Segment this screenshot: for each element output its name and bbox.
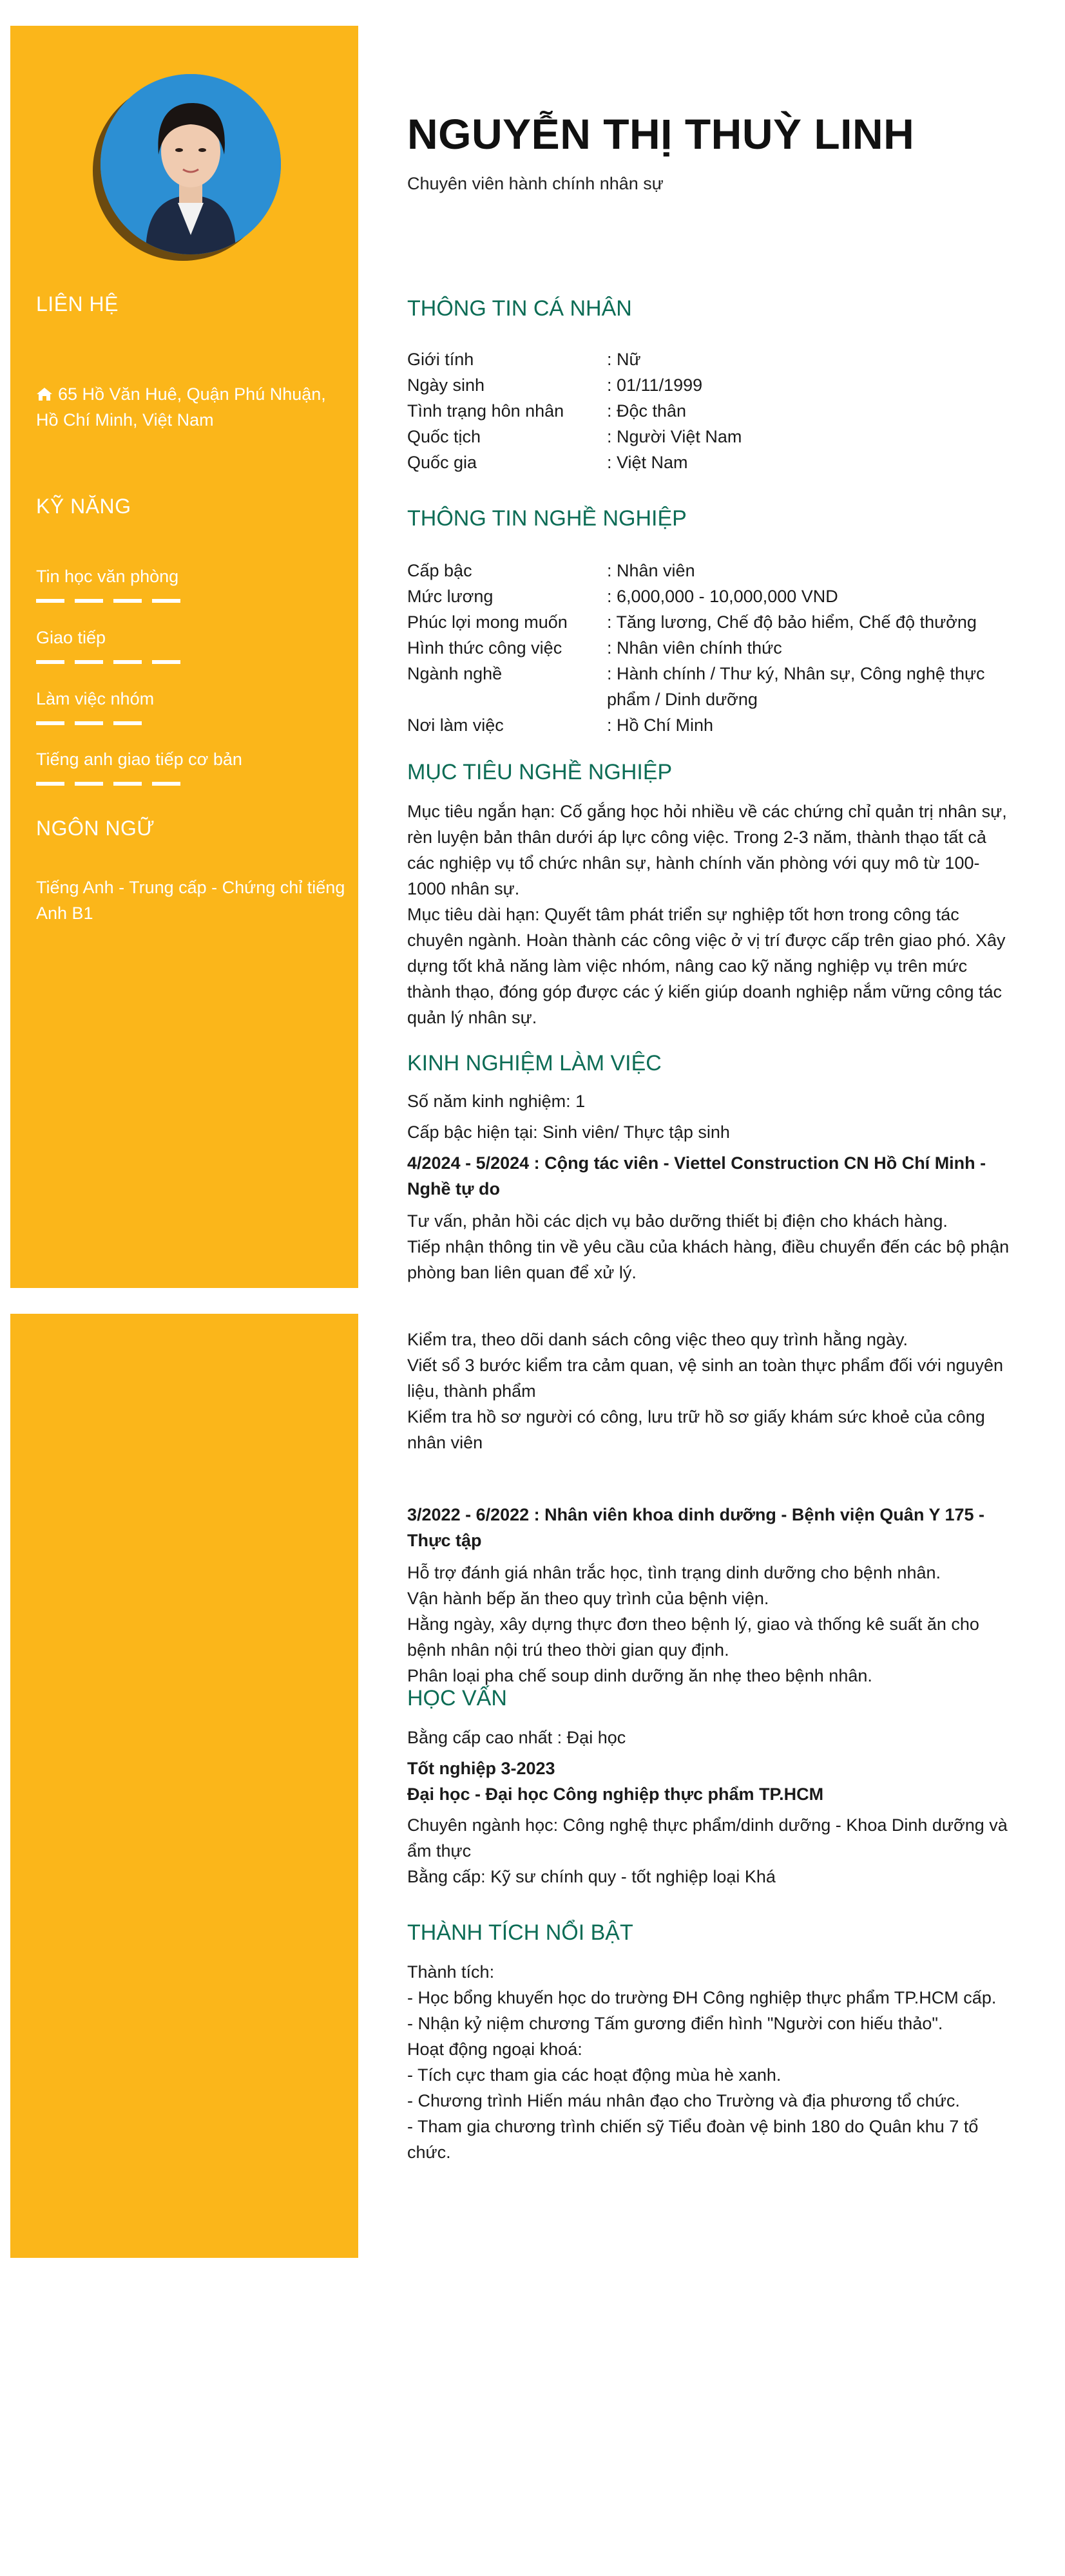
skill-label: Làm việc nhóm xyxy=(36,689,155,708)
achievement-line: - Chương trình Hiến máu nhân đạo cho Trường và địa phương tổ chức. xyxy=(407,2091,960,2110)
info-row: Mức lương : 6,000,000 - 10,000,000 VND xyxy=(407,587,838,606)
personal-info-table xyxy=(407,346,1013,475)
job-duty: Tiếp nhận thông tin về yêu cầu của khách hàng, điều chuyển đến các bộ phận phòng ban liên quan để xử lý. xyxy=(407,1237,1010,1282)
address-text: 65 Hồ Văn Huê, Quận Phú Nhuận, Hồ Chí Minh, Việt Nam xyxy=(36,384,326,430)
education-major: Chuyên ngành học: Công nghệ thực phẩm/dinh dưỡng - Khoa Dinh dưỡng và ẩm thực xyxy=(407,1815,1008,1861)
education-cert: Bằng cấp: Kỹ sư chính quy - tốt nghiệp loại Khá xyxy=(407,1867,776,1886)
contact-heading: LIÊN HỆ xyxy=(36,292,119,316)
achievements-section xyxy=(407,1959,1013,2165)
objective-heading: MỤC TIÊU NGHỀ NGHIỆP xyxy=(407,760,673,784)
info-row: Nơi làm việc : Hồ Chí Minh xyxy=(407,715,714,735)
career-info-table xyxy=(407,558,1013,738)
education-grad: Tốt nghiệp 3-2023 xyxy=(407,1759,555,1778)
job-duty: Hằng ngày, xây dựng thực đơn theo bệnh lý, giao và thống kê suất ăn cho bệnh nhân nội trú theo thời gian quy định. xyxy=(407,1615,979,1660)
job-duty: Viết sổ 3 bước kiểm tra cảm quan, vệ sinh an toàn thực phẩm đối với nguyên liệu, thành phẩm xyxy=(407,1356,1004,1401)
achievement-line: - Tích cực tham gia các hoạt động mùa hè xanh. xyxy=(407,2065,782,2085)
skill-level-bar xyxy=(36,721,142,725)
job-title: 3/2022 - 6/2022 : Nhân viên khoa dinh dưỡng - Bệnh viện Quân Y 175 - Thực tập xyxy=(407,1505,985,1550)
experience-level: Cấp bậc hiện tại: Sinh viên/ Thực tập sinh xyxy=(407,1122,730,1142)
candidate-role: Chuyên viên hành chính nhân sự xyxy=(407,174,664,193)
skill-label: Tin học văn phòng xyxy=(36,567,179,586)
info-row: Hình thức công việc : Nhân viên chính thức xyxy=(407,638,782,658)
info-row: Quốc gia : Việt Nam xyxy=(407,453,688,472)
objective-long: Mục tiêu dài hạn: Quyết tâm phát triển sự nghiệp tốt hơn trong công tác chuyên ngành. Hoàn thành các công việc ở vị trí được cấp trên giao phó. Xây dựng tốt khả năng làm việc nhóm, nâng cao kỹ năng nghiệp vụ trên mức thành thạo, đóng góp được các ý kiến giúp doanh nghiệp nắm vững công tác quản lý nhân sự. xyxy=(407,905,1006,1027)
sidebar-continued xyxy=(10,1314,358,2258)
contact-address xyxy=(36,381,345,433)
experience-section xyxy=(407,1088,1013,1285)
info-row: Giới tính : Nữ xyxy=(407,350,641,369)
language-text: Tiếng Anh - Trung cấp - Chứng chỉ tiếng Anh B1 xyxy=(36,878,345,923)
info-row: Ngày sinh : 01/11/1999 xyxy=(407,375,703,395)
skill-level-bar xyxy=(36,782,180,786)
info-row: Tình trạng hôn nhân : Độc thân xyxy=(407,401,687,421)
job-duty: Hỗ trợ đánh giá nhân trắc học, tình trạng dinh dưỡng cho bệnh nhân. xyxy=(407,1563,941,1582)
personal-info-heading: THÔNG TIN CÁ NHÂN xyxy=(407,296,632,321)
achievement-line: Hoạt động ngoại khoá: xyxy=(407,2040,582,2059)
info-row: Cấp bậc : Nhân viên xyxy=(407,561,695,580)
info-row: Quốc tịch : Người Việt Nam xyxy=(407,427,742,446)
experience-years: Số năm kinh nghiệm: 1 xyxy=(407,1092,586,1111)
skill-level-bar xyxy=(36,660,180,664)
achievement-line: - Nhận kỷ niệm chương Tấm gương điển hình "Người con hiếu thảo". xyxy=(407,2014,943,2033)
page-2 xyxy=(0,1288,1065,2576)
achievement-line: - Học bổng khuyến học do trường ĐH Công nghiệp thực phẩm TP.HCM cấp. xyxy=(407,1988,997,2007)
education-section xyxy=(407,1725,1013,1889)
education-heading: HỌC VẤN xyxy=(407,1686,507,1710)
candidate-name: NGUYỄN THỊ THUỲ LINH xyxy=(407,110,915,158)
experience-heading: KINH NGHIỆM LÀM VIỆC xyxy=(407,1051,662,1075)
sidebar xyxy=(10,26,358,1288)
achievements-heading: THÀNH TÍCH NỔI BẬT xyxy=(407,1920,633,1945)
objective-text xyxy=(407,799,1013,1030)
achievement-line: - Tham gia chương trình chiến sỹ Tiểu đoàn vệ binh 180 do Quân khu 7 tổ chức. xyxy=(407,2117,979,2162)
skill-label: Tiếng anh giao tiếp cơ bản xyxy=(36,750,242,769)
job-duty: Vận hành bếp ăn theo quy trình của bệnh viện. xyxy=(407,1589,769,1608)
achievement-line: Thành tích: xyxy=(407,1962,495,1982)
job-duty: Kiểm tra, theo dõi danh sách công việc theo quy trình hằng ngày. xyxy=(407,1330,908,1349)
info-row: Ngành nghề : Hành chính / Thư ký, Nhân sự, Công nghệ thực phẩm / Dinh dưỡng xyxy=(407,664,985,709)
career-info-heading: THÔNG TIN NGHỀ NGHIỆP xyxy=(407,506,687,531)
portrait-image xyxy=(101,74,281,254)
job-duty: Kiểm tra hồ sơ người có công, lưu trữ hồ sơ giấy khám sức khoẻ của công nhân viên xyxy=(407,1407,985,1452)
info-row: Phúc lợi mong muốn : Tăng lương, Chế độ bảo hiểm, Chế độ thưởng xyxy=(407,612,977,632)
skill-level-bar xyxy=(36,599,180,603)
avatar xyxy=(101,74,287,261)
education-degree: Bằng cấp cao nhất : Đại học xyxy=(407,1728,626,1747)
job-duty: Phân loại pha chế soup dinh dưỡng ăn nhẹ theo bệnh nhân. xyxy=(407,1666,872,1685)
skill-label: Giao tiếp xyxy=(36,628,106,647)
home-icon xyxy=(36,387,53,401)
education-school: Đại học - Đại học Công nghiệp thực phẩm TP.HCM xyxy=(407,1785,824,1804)
objective-short: Mục tiêu ngắn hạn: Cố gắng học hỏi nhiều về các chứng chỉ quản trị nhân sự, rèn luyện bản thân dưới áp lực công việc. Trong 2-3 năm, thành thạo tất cả các nghiệp vụ tổ chức nhân sự, hành chính văn phòng với quy mô từ 100-1000 nhân sự. xyxy=(407,802,1007,898)
experience-continued xyxy=(407,1327,1013,1689)
skills-heading: KỸ NĂNG xyxy=(36,495,131,518)
job-duty: Tư vấn, phản hồi các dịch vụ bảo dưỡng thiết bị điện cho khách hàng. xyxy=(407,1211,948,1231)
language-heading: NGÔN NGỮ xyxy=(36,817,155,840)
job-title: 4/2024 - 5/2024 : Cộng tác viên - Viettel Construction CN Hồ Chí Minh - Nghề tự do xyxy=(407,1153,986,1198)
